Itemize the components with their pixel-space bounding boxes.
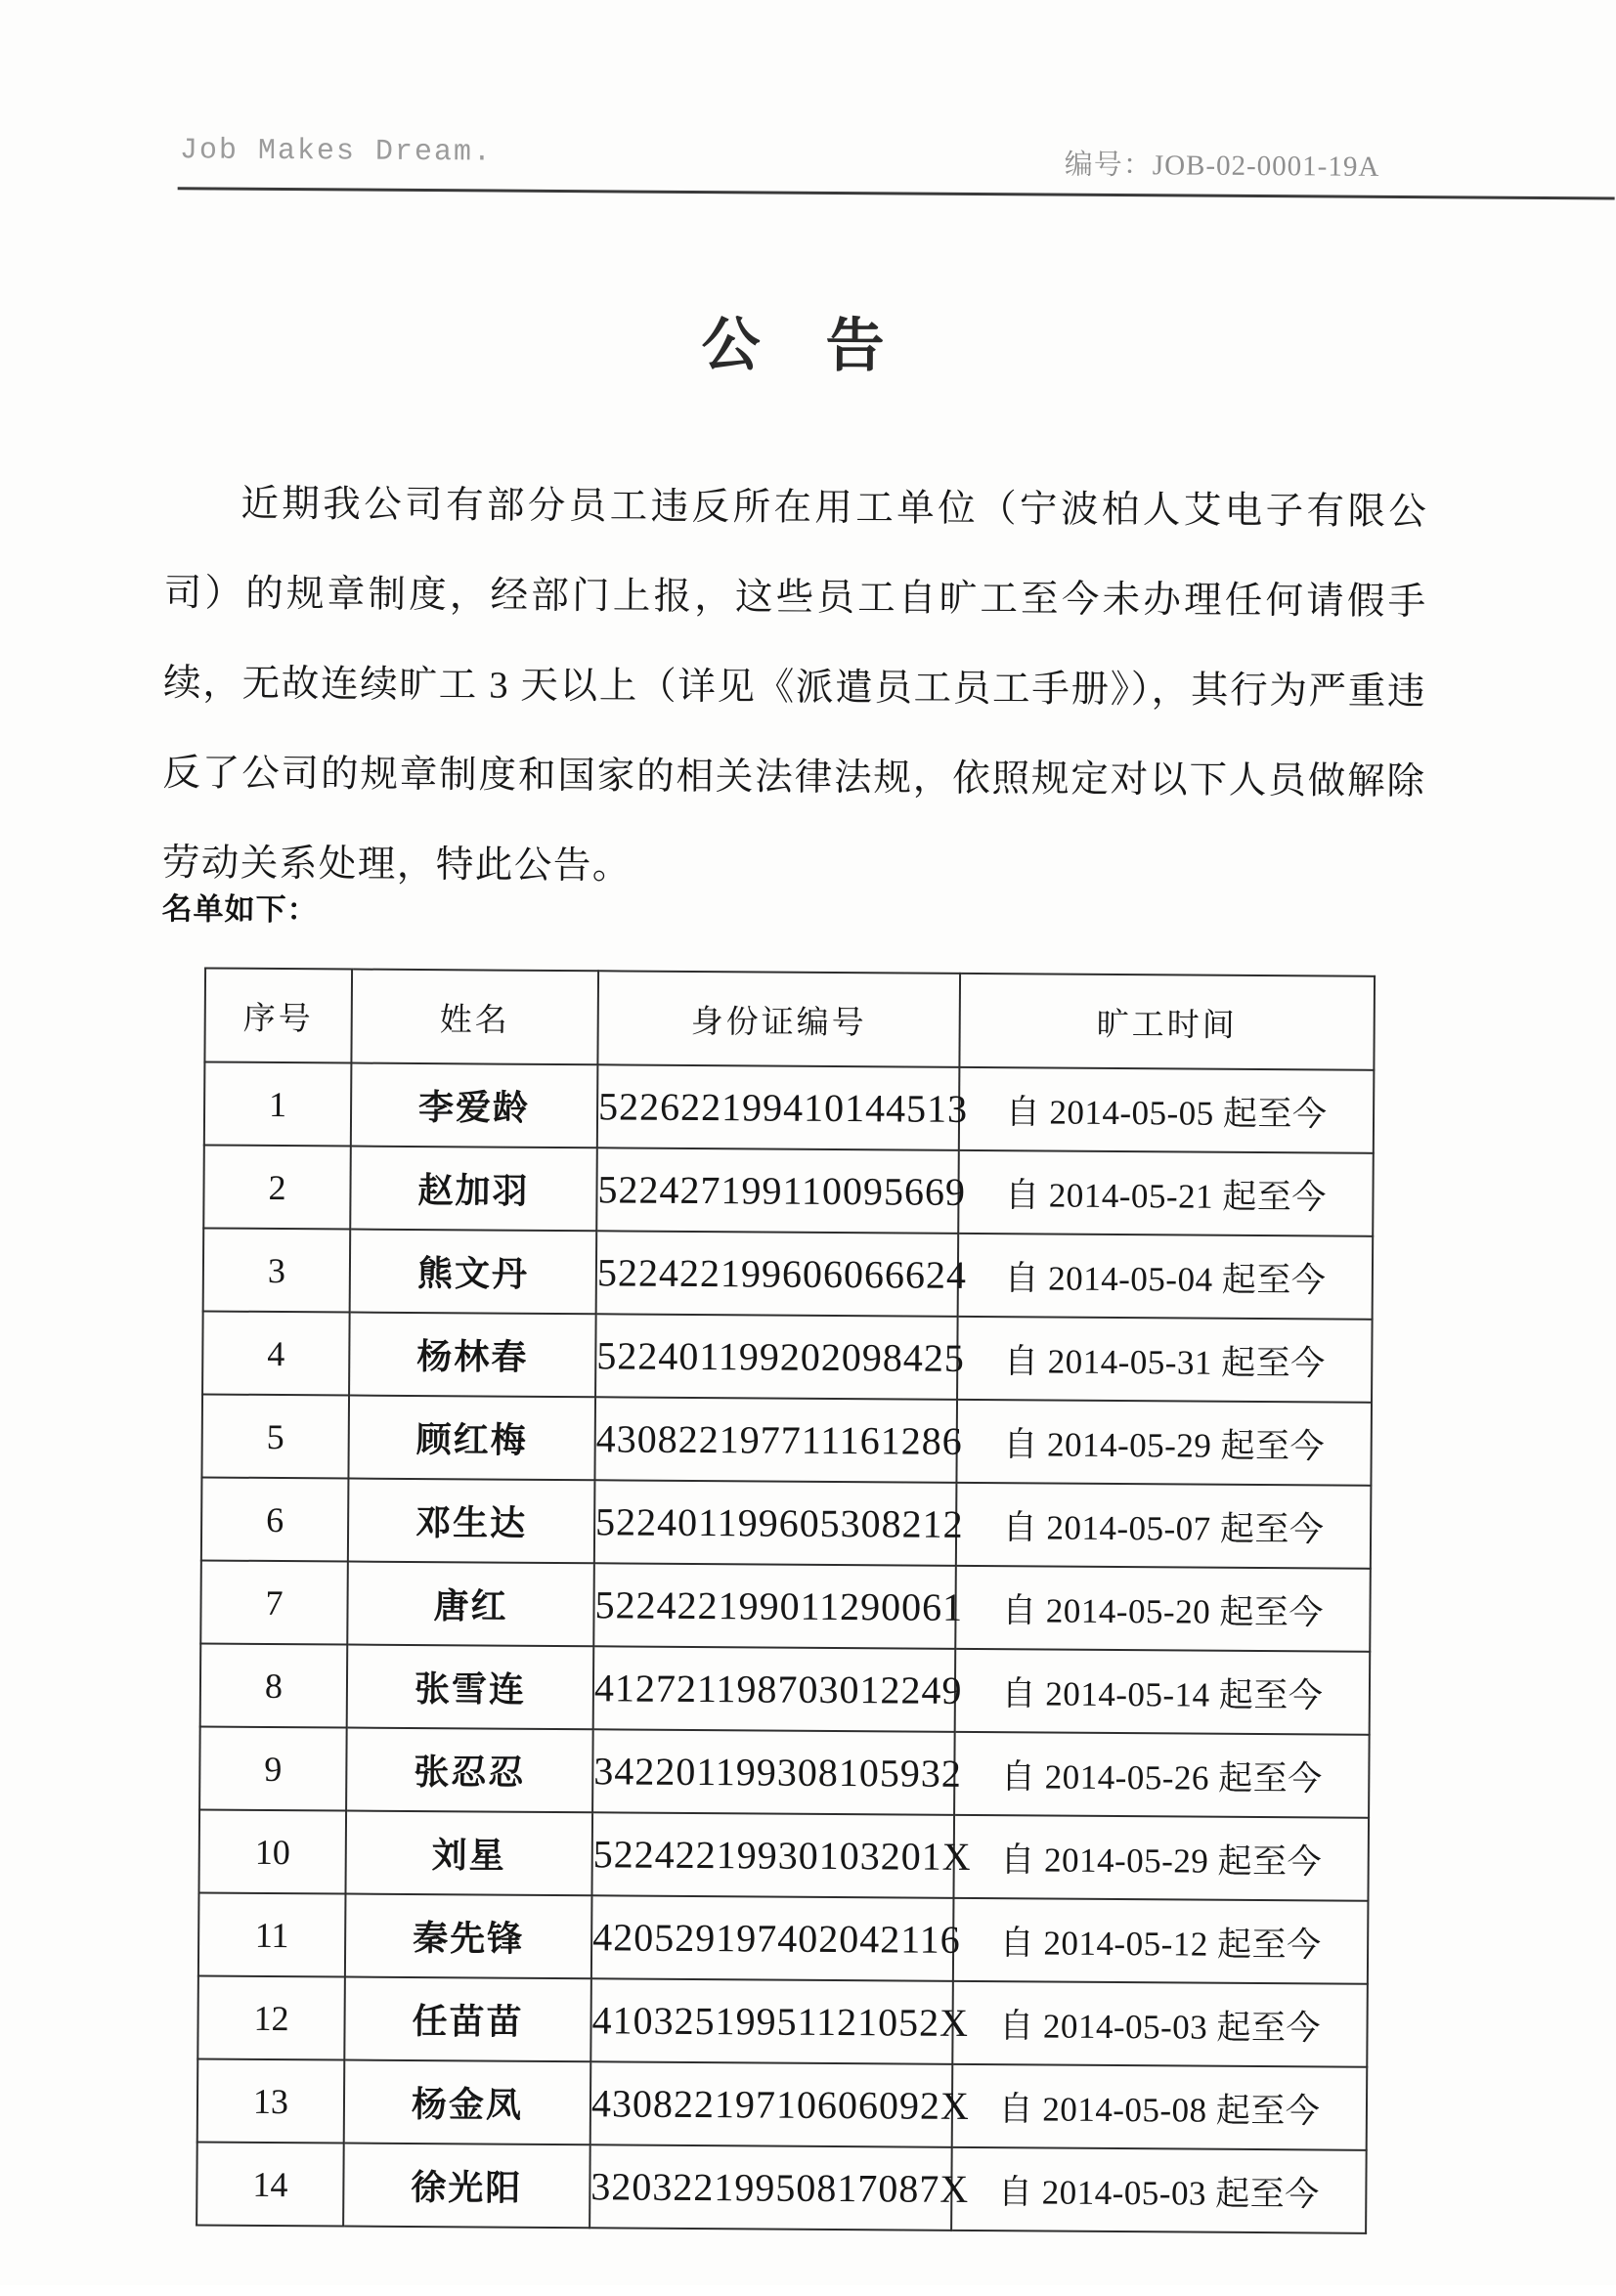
col-header-id: 身份证编号 bbox=[597, 971, 960, 1067]
cell-date: 自 2014-05-31 起至今 bbox=[957, 1317, 1373, 1403]
table-row bbox=[199, 1726, 1370, 1817]
cell-date: 自 2014-05-14 起至今 bbox=[955, 1649, 1371, 1735]
cell-date: 自 2014-05-08 起至今 bbox=[952, 2064, 1368, 2150]
cell-seq: 4 bbox=[202, 1311, 350, 1395]
cell-name: 赵加羽 bbox=[350, 1147, 597, 1232]
cell-date: 自 2014-05-21 起至今 bbox=[958, 1150, 1374, 1236]
cell-seq: 10 bbox=[198, 1809, 346, 1893]
table-row bbox=[201, 1394, 1372, 1485]
cell-name: 李爱龄 bbox=[351, 1063, 598, 1148]
table-row bbox=[202, 1311, 1373, 1402]
cell-name: 徐光阳 bbox=[343, 2144, 590, 2229]
cell-id: 522401199202098425 bbox=[595, 1314, 958, 1400]
table-header-row bbox=[204, 968, 1375, 1069]
doc-number-label: 编号： bbox=[1064, 149, 1153, 182]
table-row bbox=[200, 1643, 1371, 1734]
doc-number bbox=[1065, 143, 1380, 185]
cell-seq: 13 bbox=[197, 2058, 345, 2143]
table-row bbox=[197, 1975, 1368, 2066]
table-row bbox=[204, 1061, 1375, 1152]
cell-date: 自 2014-05-29 起至今 bbox=[956, 1400, 1372, 1486]
cell-name: 张忍忍 bbox=[346, 1728, 593, 1813]
cell-name: 唐红 bbox=[347, 1562, 594, 1647]
cell-name: 邓生达 bbox=[348, 1479, 595, 1564]
table-row bbox=[200, 1560, 1371, 1651]
cell-seq: 12 bbox=[197, 1975, 345, 2059]
cell-date: 自 2014-05-04 起至今 bbox=[958, 1234, 1374, 1320]
table-row bbox=[198, 1809, 1369, 1900]
cell-date: 自 2014-05-07 起至今 bbox=[956, 1483, 1372, 1569]
cell-seq: 5 bbox=[201, 1394, 349, 1478]
cell-seq: 14 bbox=[197, 2142, 344, 2226]
cell-seq: 8 bbox=[200, 1643, 348, 1727]
cell-id: 41032519951121052X bbox=[590, 1978, 953, 2064]
cell-seq: 2 bbox=[203, 1145, 351, 1229]
cell-date: 自 2014-05-03 起至今 bbox=[952, 1981, 1368, 2067]
list-label: 名单如下： bbox=[161, 891, 319, 928]
cell-date: 自 2014-05-12 起至今 bbox=[953, 1898, 1369, 1984]
table-row bbox=[201, 1477, 1372, 1568]
cell-id: 420529197402042116 bbox=[591, 1895, 954, 1981]
cell-id: 522422199011290061 bbox=[593, 1563, 956, 1649]
doc-number-value: JOB-02-0001-19A bbox=[1152, 150, 1380, 183]
cell-seq: 6 bbox=[201, 1477, 349, 1561]
col-header-name: 姓名 bbox=[351, 970, 598, 1065]
page-title: 公 告 bbox=[701, 313, 893, 379]
table-row bbox=[203, 1145, 1374, 1235]
cell-name: 顾红梅 bbox=[348, 1396, 595, 1481]
cell-id: 430822197711161286 bbox=[594, 1397, 957, 1483]
cell-seq: 9 bbox=[199, 1726, 347, 1810]
employee-table bbox=[196, 967, 1376, 2233]
cell-id: 522401199605308212 bbox=[594, 1480, 957, 1566]
cell-date: 自 2014-05-03 起至今 bbox=[951, 2147, 1367, 2233]
document-header bbox=[180, 130, 1578, 189]
cell-id: 522427199110095669 bbox=[596, 1148, 959, 1234]
cell-id: 412721198703012249 bbox=[593, 1646, 956, 1732]
cell-seq: 7 bbox=[200, 1560, 348, 1644]
col-header-date: 旷工时间 bbox=[959, 974, 1375, 1070]
table-row bbox=[197, 2058, 1368, 2149]
cell-date: 自 2014-05-29 起至今 bbox=[953, 1815, 1369, 1901]
table-row bbox=[203, 1228, 1374, 1319]
cell-name: 张雪连 bbox=[347, 1645, 594, 1730]
cell-date: 自 2014-05-26 起至今 bbox=[954, 1732, 1370, 1818]
cell-id: 52242219930103201X bbox=[591, 1812, 954, 1898]
cell-id: 342201199308105932 bbox=[592, 1729, 955, 1815]
cell-seq: 11 bbox=[198, 1892, 346, 1976]
table-row bbox=[198, 1892, 1369, 1983]
cell-id: 522422199606066624 bbox=[596, 1231, 959, 1317]
cell-name: 杨金凤 bbox=[344, 2060, 591, 2145]
cell-id: 43082219710606092X bbox=[590, 2061, 953, 2147]
cell-seq: 3 bbox=[203, 1228, 351, 1312]
cell-name: 任苗苗 bbox=[344, 1977, 591, 2062]
logo-text: Job Makes Dream. bbox=[179, 134, 494, 170]
announcement-paragraph: 近期我公司有部分员工违反所在用工单位（宁波柏人艾电子有限公司）的规章制度，经部门上报，这些员工自旷工至今未办理任何请假手续，无故连续旷工 3 天以上（详见《派遣员工员工手册》），其行为严重违反了公司的规章制度和国家的相关法律法规，依照规定对以下人员做解除劳动关系处理，特此公告。 bbox=[161, 483, 1428, 888]
cell-id: 522622199410144513 bbox=[597, 1064, 960, 1150]
cell-seq: 1 bbox=[204, 1061, 352, 1146]
cell-name: 熊文丹 bbox=[350, 1230, 597, 1315]
header-divider bbox=[178, 187, 1615, 199]
cell-date: 自 2014-05-05 起至今 bbox=[959, 1067, 1375, 1153]
cell-name: 杨林春 bbox=[349, 1313, 596, 1398]
cell-name: 刘星 bbox=[345, 1811, 592, 1896]
cell-name: 秦先锋 bbox=[345, 1894, 592, 1979]
table-row bbox=[197, 2142, 1367, 2232]
col-header-seq: 序号 bbox=[204, 968, 352, 1062]
cell-date: 自 2014-05-20 起至今 bbox=[955, 1566, 1371, 1652]
cell-id: 32032219950817087X bbox=[590, 2144, 952, 2231]
